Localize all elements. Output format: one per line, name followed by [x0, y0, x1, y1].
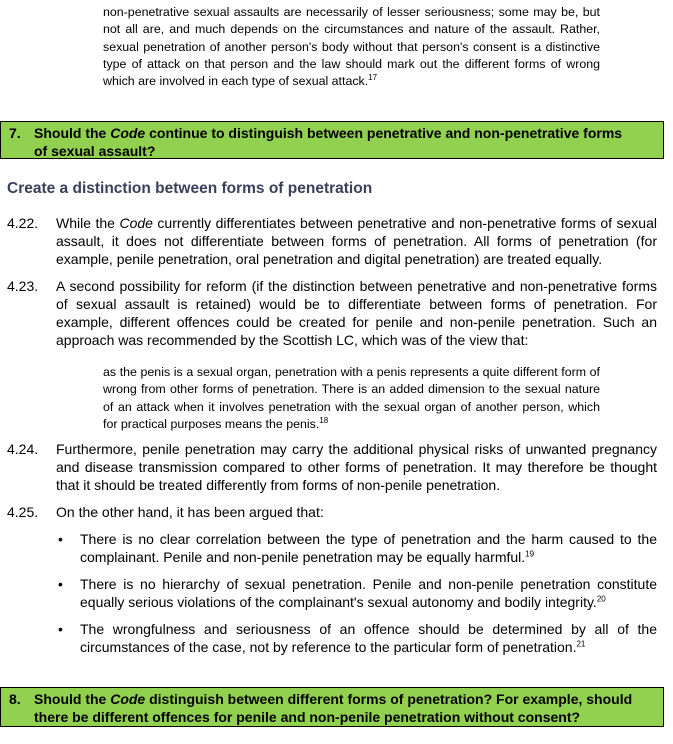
top-quote: [103, 4, 600, 90]
bullet-item: [56, 575, 657, 611]
paragraph-text-part2: currently differentiates between penetrative and non-penetrative forms of sexual assault, it does not differentiate between forms of penetration. All forms of penetration (for example, penile penetration, oral penetration and digital penetration) are treated equally.: [56, 215, 657, 267]
paragraph-number: 4.23.: [7, 278, 39, 294]
paragraph-4-25: [7, 503, 657, 521]
paragraph-4-22: [7, 214, 657, 268]
footnote-17: 17: [368, 73, 378, 83]
bullet-item: [56, 620, 657, 656]
question-8-number: 8.: [9, 691, 21, 707]
question-8-code: Code: [110, 691, 146, 707]
question-8-line2: there be different offences for penile and non-penile penetration without consent?: [34, 708, 581, 725]
paragraph-text: On the other hand, it has been argued that:: [56, 504, 324, 520]
footnote-19: 19: [525, 549, 535, 559]
question-7-number: 7.: [9, 125, 21, 141]
paragraph-text: A second possibility for reform (if the distinction between penetrative and non-penetrative forms of sexual assault is retained) would be to differentiate between forms of penetration. For example, different offences could be created for penile and non-penile penetration. Such an approach was recommended by the Scottish LC, which was of the view that:: [56, 278, 657, 348]
paragraph-4-24: [7, 440, 657, 494]
question-8-text-part2: distinguish between different forms of penetration? For example, should: [145, 691, 633, 707]
top-quote-text: non-penetrative sexual assaults are necessarily of lesser seriousness; some may be, but not all are, and much depends on the circumstances and nature of the assault. Rather, sexual penetration of another person's body without that person's consent is a distinctive type of attack on that person and the law should mark out the different forms of wrong which are involved in each type of sexual attack.: [103, 5, 600, 89]
footnote-21: 21: [576, 639, 586, 649]
middle-quote: [103, 364, 600, 433]
footnote-20: 20: [596, 594, 606, 604]
paragraph-text-part1: While the: [56, 215, 120, 231]
bullet-text: The wrongfulness and seriousness of an offence should be determined by all of the circumstances of the case, not by reference to the particular form of penetration.: [80, 621, 657, 655]
paragraph-code: Code: [119, 215, 153, 231]
question-7-text-part2: continue to distinguish between penetrative and non-penetrative forms: [145, 125, 623, 141]
paragraph-number: 4.22.: [7, 215, 39, 231]
bullet-item: [56, 530, 657, 566]
question-7-text-part1: Should the: [34, 125, 111, 141]
paragraph-number: 4.25.: [7, 504, 39, 520]
section-heading: Create a distinction between forms of penetration: [7, 180, 373, 197]
paragraph-4-23: [7, 277, 657, 349]
bullet-marker: •: [58, 621, 63, 637]
question-7-box: [0, 121, 664, 159]
question-8-box: [0, 687, 664, 727]
bullet-text: There is no clear correlation between the type of penetration and the harm caused to the complainant. Penile and non-penile penetration may be equally harmful.: [80, 531, 657, 565]
middle-quote-text: as the penis is a sexual organ, penetration with a penis represents a quite different form of wrong from other forms of penetration. There is an added dimension to the sexual nature of an attack when it involves penetration with the sexual organ of another person, which for practical purposes means the penis.: [103, 365, 600, 431]
question-7-line2: of sexual assault?: [34, 142, 156, 159]
bullet-marker: •: [58, 576, 63, 592]
bullet-marker: •: [58, 531, 63, 547]
bullet-text: There is no hierarchy of sexual penetration. Penile and non-penile penetration constitute equally serious violations of the complainant's sexual autonomy and bodily integrity.: [80, 576, 657, 610]
question-7-code: Code: [110, 125, 146, 141]
question-8-text-part1: Should the: [34, 691, 111, 707]
paragraph-number: 4.24.: [7, 441, 39, 457]
footnote-18: 18: [319, 415, 329, 425]
paragraph-text: Furthermore, penile penetration may carry the additional physical risks of unwanted pregnancy and disease transmission compared to other forms of penetration. It may therefore be thought that it should be treated differently from forms of non-penile penetration.: [56, 441, 657, 493]
